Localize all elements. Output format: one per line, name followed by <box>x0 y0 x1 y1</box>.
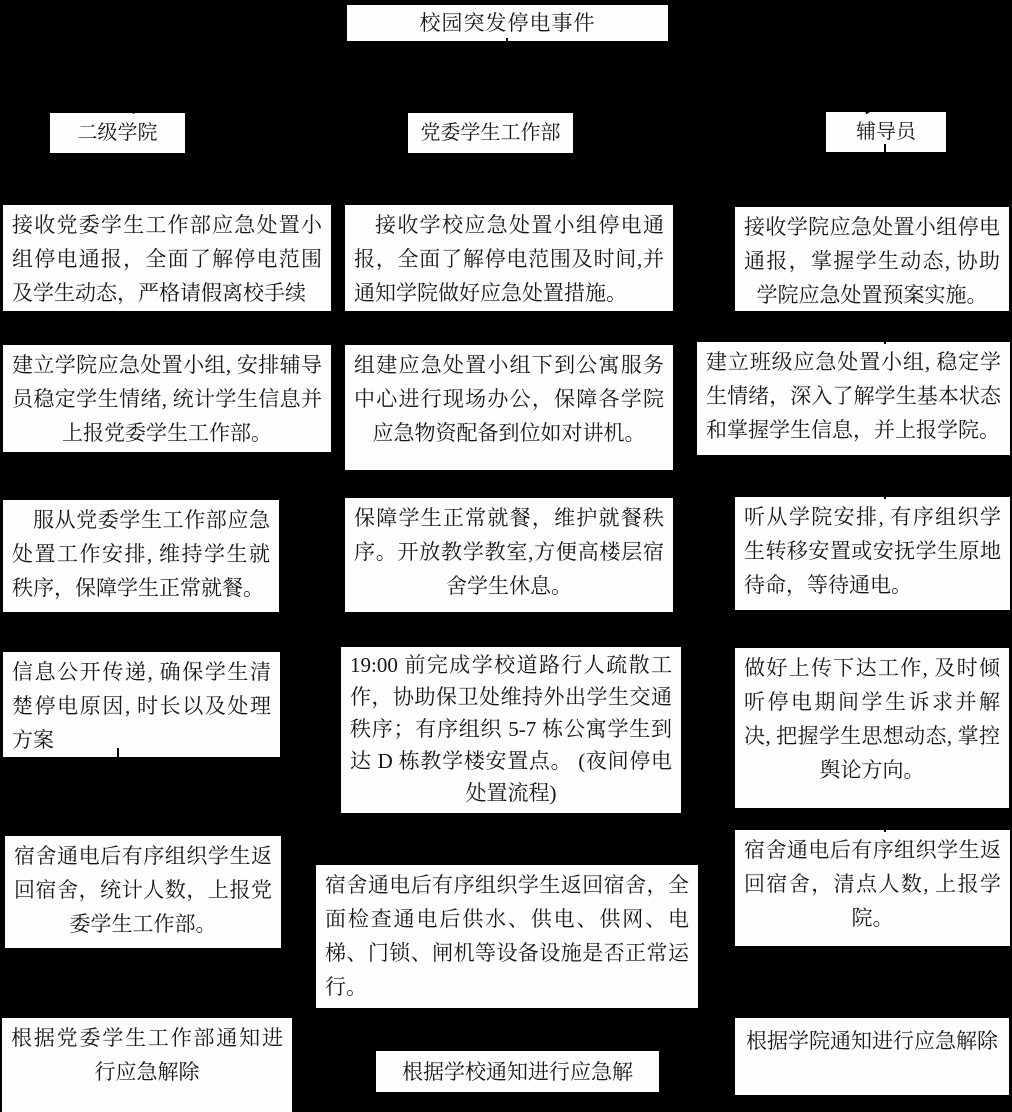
flow-box-counselor-step-6: 根据学院通知进行应急解除 <box>735 1018 1009 1095</box>
flow-box-dept-step-5: 宿舍通电后有序组织学生返回宿舍，全面检查通电后供水、供电、供网、电梯、门锁、闸机等设备设施是否正常运行。 <box>316 865 698 1008</box>
connector-arrowhead-college <box>111 100 135 114</box>
connector-tick-below-title <box>506 38 508 46</box>
flow-box-dept-step-3: 保障学生正常就餐，维护就餐秩序。开放教学教室,方便高楼层宿舍学生休息。 <box>345 498 673 612</box>
flow-box-college-step-6: 根据党委学生工作部通知进行应急解除 <box>2 1018 292 1112</box>
column-header-student-work-dept: 党委学生工作部 <box>408 113 573 153</box>
flow-box-counselor-step-1: 接收学院应急处置小组停电通报，掌握学生动态, 协助学院应急处置预案实施。 <box>735 207 1009 311</box>
connector-tick-counselor-step2-top <box>884 335 886 344</box>
connector-tick-counselor-bottom <box>884 144 886 160</box>
flow-box-dept-step-1: 接收学校应急处置小组停电通报，全面了解停电范围及时间,并通知学院做好应急处置措施。 <box>345 205 673 311</box>
connector-tick-college-step4-bottom <box>117 748 119 764</box>
flow-box-dept-step-6: 根据学校通知进行应急解 <box>376 1051 659 1092</box>
flow-box-college-step-5: 宿舍通电后有序组织学生返回宿舍，统计人数，上报党委学生工作部。 <box>5 836 281 948</box>
flow-box-counselor-step-2: 建立班级应急处置小组, 稳定学生情绪，深入了解学生基本状态和掌握学生信息，并上报学院。 <box>697 342 1010 455</box>
flow-box-college-step-4: 信息公开传递, 确保学生清楚停电原因, 时长以及处理方案 <box>3 652 280 757</box>
flow-box-dept-step-2: 组建应急处置小组下到公寓服务中心进行现场办公，保障各学院应急物资配备到位如对讲机。 <box>345 345 673 470</box>
flow-box-counselor-step-4: 做好上传下达工作, 及时倾听停电期间学生诉求并解决, 把握学生思想动态, 掌控舆论方向。 <box>735 648 1009 808</box>
flow-box-counselor-step-5: 宿舍通电后有序组织学生返回宿舍，清点人数, 上报学院。 <box>735 830 1010 946</box>
column-header-counselor: 辅导员 <box>826 112 946 152</box>
flow-box-college-step-1: 接收党委学生工作部应急处置小组停电通报，全面了解停电范围及学生动态，严格请假离校手续 <box>3 205 331 311</box>
connector-tick-counselor-step3-top <box>884 490 886 499</box>
connector-tick-counselor-step5-top <box>884 823 886 832</box>
flow-box-dept-step-4: 19:00 前完成学校道路行人疏散工作，协助保卫处维持外出学生交通秩序；有序组织 5-7 栋公寓学生到达 D 栋教学楼安置点。 (夜间停电处置流程) <box>341 647 681 813</box>
flow-box-college-step-2: 建立学院应急处置小组, 安排辅导员稳定学生情绪, 统计学生信息并上报党委学生工作部。 <box>3 345 331 452</box>
flow-box-counselor-step-3: 听从学院安排, 有序组织学生转移安置或安抚学生原地待命，等待通电。 <box>735 497 1010 610</box>
column-header-college: 二级学院 <box>50 113 185 153</box>
flow-box-college-step-3: 服从党委学生工作部应急处置工作安排, 维持学生就秩序，保障学生正常就餐。 <box>3 500 279 612</box>
flowchart-title: 校园突发停电事件 <box>347 5 668 41</box>
